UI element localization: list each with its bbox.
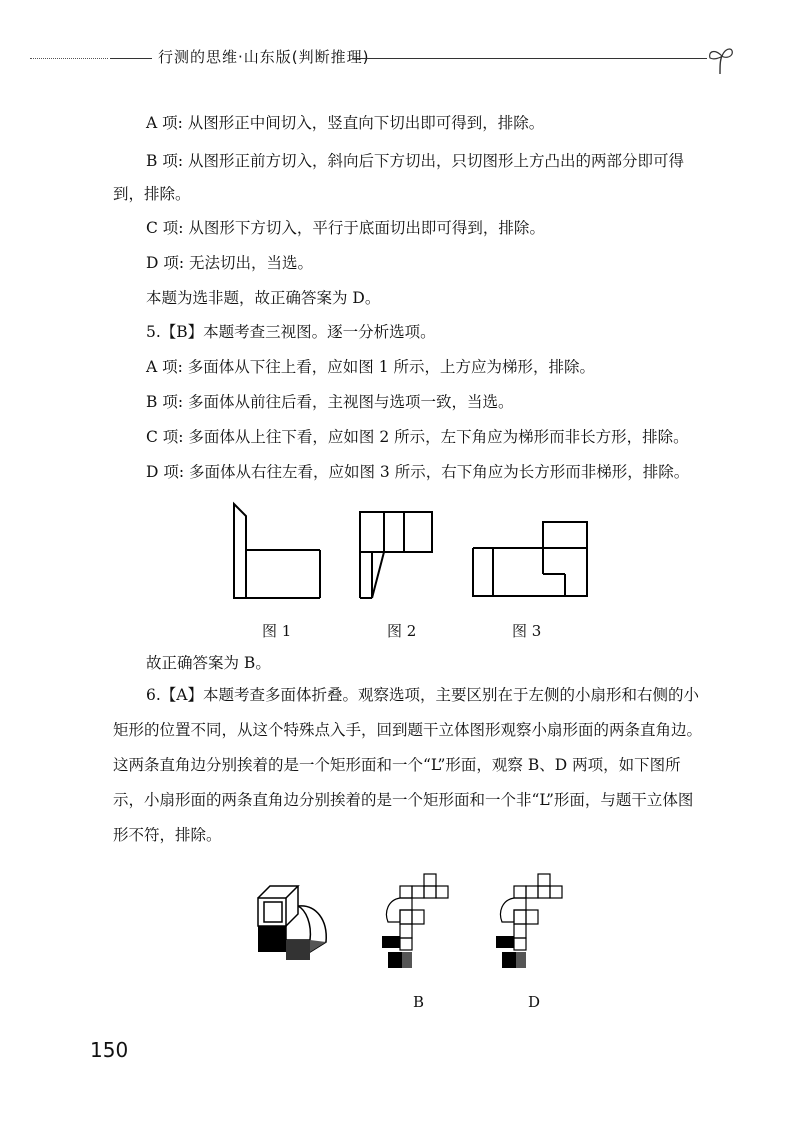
paragraph-q5-c: C 项: 多面体从上往下看，应如图 2 所示，左下角应为梯形而非长方形，排除。 xyxy=(146,428,689,446)
sprout-icon xyxy=(700,44,740,76)
figure-1-caption: 图 1 xyxy=(262,622,292,640)
header-title: 行测的思维·山东版(判断推理) xyxy=(158,48,370,66)
option-b-net-diagram xyxy=(378,872,458,972)
paragraph-conclusion-4: 本题为选非题，故正确答案为 D。 xyxy=(146,289,381,307)
header-rule-dotted xyxy=(30,58,108,59)
paragraph-conclusion-5: 故正确答案为 B。 xyxy=(146,654,271,672)
option-d-label: D xyxy=(528,993,541,1011)
paragraph-a: A 项: 从图形正中间切入，竖直向下切出即可得到，排除。 xyxy=(146,114,545,132)
figure-2-caption: 图 2 xyxy=(387,622,417,640)
figure-1-diagram xyxy=(228,500,328,610)
page-number: 150 xyxy=(90,1038,129,1062)
header-rule-left xyxy=(110,58,152,59)
paragraph-q6: 6.【A】本题考查多面体折叠。观察选项，主要区别在于左侧的小扇形和右侧的小矩形的位置不同，从这个特殊点入手，回到题干立体图形观察小扇形面的两条直角边。这两条直角边分别挨着的是一个矩形面和一个“L”形面，观察 B、D 两项，如下图所示，小扇形面的两条直角边分别挨着的是一个矩形面和一个非“L”形面，与题干立体图形不符，排除。 xyxy=(113,686,703,844)
paragraph-c: C 项: 从图形下方切入，平行于底面切出即可得到，排除。 xyxy=(146,219,545,237)
paragraph-b: B 项: 从图形正前方切入，斜向后下方切出，只切图形上方凸出的两部分即可得 xyxy=(146,152,684,170)
paragraph-q5-a: A 项: 多面体从下往上看，应如图 1 所示，上方应为梯形，排除。 xyxy=(146,358,595,376)
figure-3-caption: 图 3 xyxy=(512,622,542,640)
figure-3-diagram xyxy=(465,514,595,604)
paragraph-d: D 项: 无法切出，当选。 xyxy=(146,254,314,272)
paragraph-q5-b: B 项: 多面体从前往后看，主视图与选项一致，当选。 xyxy=(146,393,514,411)
paragraph-q5-d: D 项: 多面体从右往左看，应如图 3 所示，右下角应为长方形而非梯形，排除。 xyxy=(146,463,690,481)
cube-3d-diagram xyxy=(250,880,340,970)
header-rule-right xyxy=(352,58,707,59)
option-d-net-diagram xyxy=(492,872,572,972)
paragraph-b-cont: 到，排除。 xyxy=(113,185,191,203)
option-b-label: B xyxy=(413,993,425,1011)
running-header xyxy=(30,44,730,74)
paragraph-q5: 5.【B】本题考查三视图。逐一分析选项。 xyxy=(146,323,436,341)
figure-2-diagram xyxy=(352,506,442,606)
